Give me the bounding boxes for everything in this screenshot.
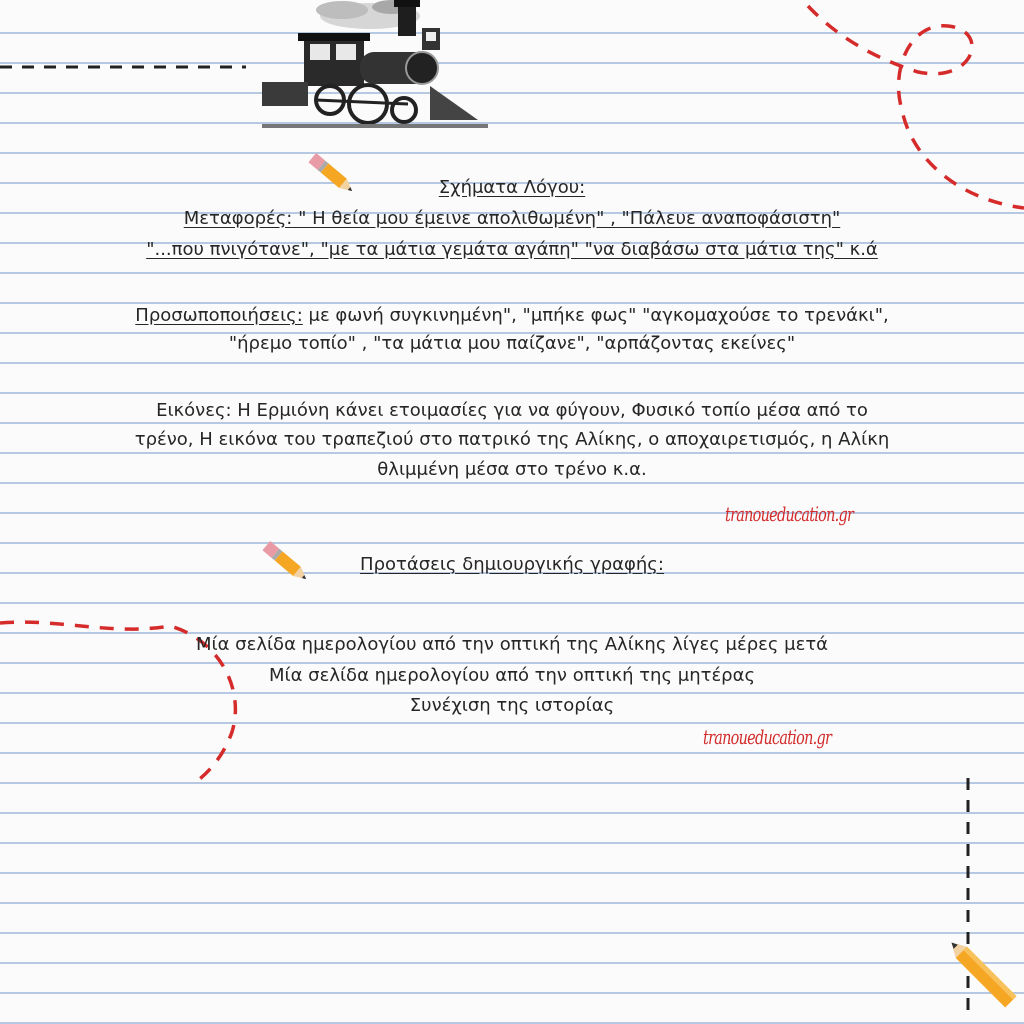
watermark-2: tranoueducation.gr (703, 725, 832, 749)
personifications-line-1 (0, 305, 1024, 327)
figures-of-speech-title: Σχήματα Λόγου: (438, 177, 586, 198)
metaphors-line-2: "...που πνιγότανε", "με τα μάτια γεμάτα αγάπη" "να διαβάσω στα μάτια της" κ.ά (146, 239, 878, 260)
creative-writing-item: Συνέχιση της ιστορίας (409, 695, 615, 716)
personifications-line-2: "ήρεμο τοπίο" , "τα μάτια μου παίζανε", "αρπάζοντας εκείνες" (228, 333, 796, 354)
images-line-3: θλιμμένη μέσα στο τρένο κ.α. (377, 459, 647, 480)
images-line-1: Εικόνες: Η Ερμιόνη κάνει ετοιμασίες για να φύγουν, Φυσικό τοπίο μέσα από το (156, 400, 868, 421)
metaphors-line-1-text: " Η θεία μου έμεινε απολιθωμένη" , "Πάλευε αναποφάσιστη" (292, 208, 841, 229)
personifications-label: Προσωποποιήσεις: (135, 305, 303, 326)
creative-writing-item: Μία σελίδα ημερολογίου από την οπτική της μητέρας (268, 665, 756, 686)
metaphors-line-1 (0, 208, 1024, 230)
watermark-1: tranoueducation.gr (725, 502, 854, 526)
creative-writing-item: Μία σελίδα ημερολογίου από την οπτική της Αλίκης λίγες μέρες μετά (195, 634, 829, 655)
personifications-line-1-text: με φωνή συγκινημένη", "μπήκε φως" "αγκομαχούσε το τρενάκι", (302, 305, 889, 326)
metaphors-label: Μεταφορές: (183, 208, 293, 229)
creative-writing-title: Προτάσεις δημιουργικής γραφής: (360, 554, 664, 575)
pencil-icon (944, 930, 1024, 1020)
images-line-2: τρένο, Η εικόνα του τραπεζιού στο πατρικό της Αλίκης, ο αποχαιρετισμός, η Αλίκη (134, 429, 890, 450)
steam-train-illustration (262, 0, 488, 140)
